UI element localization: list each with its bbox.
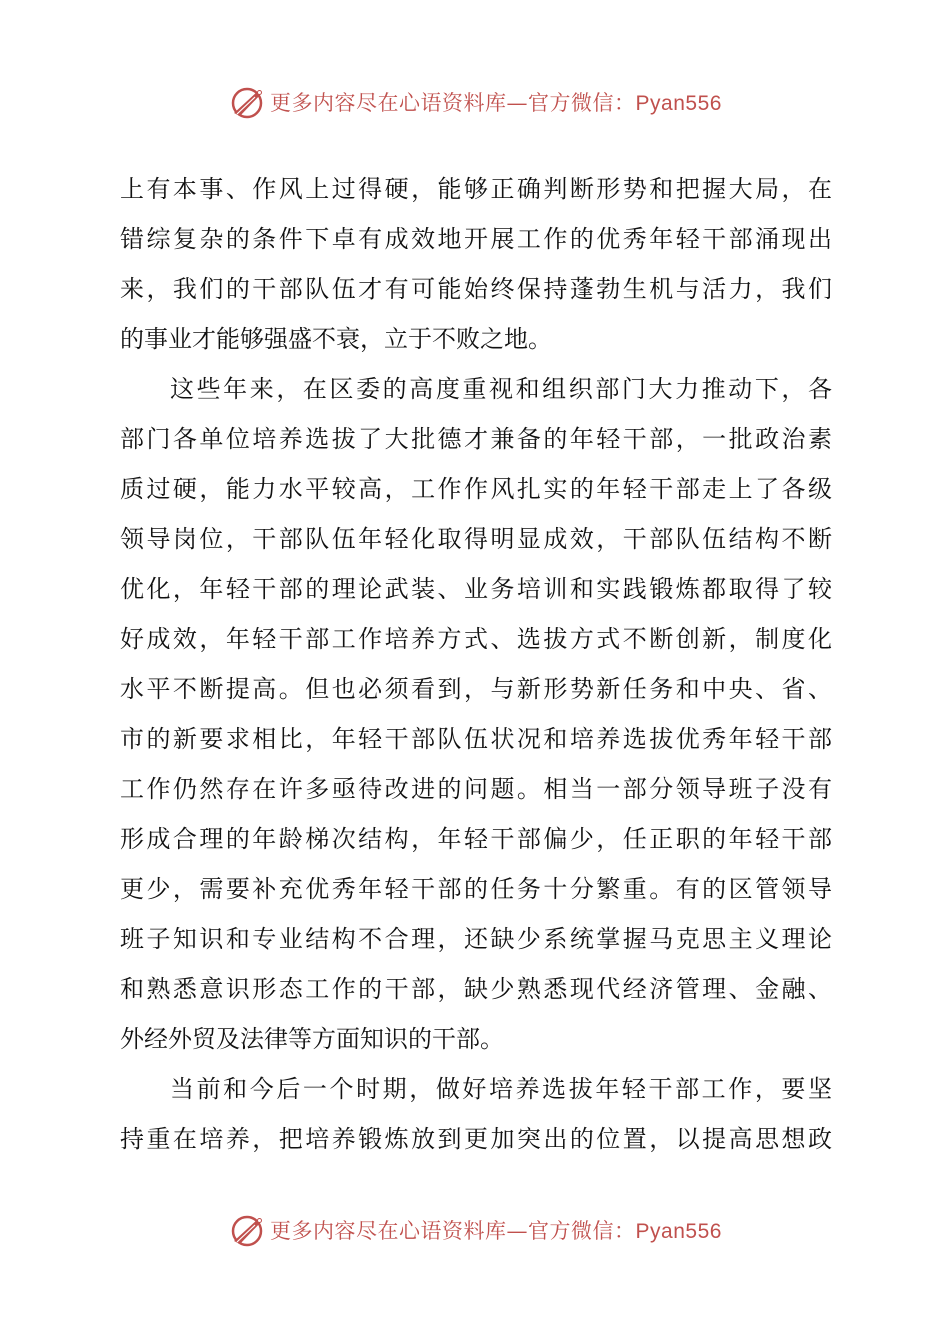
- text-line: 质过硬，能力水平较高，工作作风扎实的年轻干部走上了各级: [120, 475, 832, 503]
- text-line: 当前和今后一个时期，做好培养选拔年轻干部工作，要坚: [170, 1075, 832, 1103]
- footer-banner: [0, 1208, 950, 1252]
- text-line: 来，我们的干部队伍才有可能始终保持蓬勃生机与活力，我们: [120, 275, 832, 303]
- banner-label: [270, 1215, 722, 1245]
- paragraph-1: [120, 164, 832, 364]
- text-line: 持重在培养，把培养锻炼放到更加突出的位置，以提高思想政: [120, 1125, 832, 1153]
- paragraph-2: [120, 364, 832, 1064]
- text-line: 和熟悉意识形态工作的干部，缺少熟悉现代经济管理、金融、: [120, 975, 832, 1003]
- pen-nib-logo-icon: [228, 1211, 266, 1249]
- text-line: 部门各单位培养选拔了大批德才兼备的年轻干部，一批政治素: [120, 425, 832, 453]
- banner-text: 更多内容尽在心语资料库—官方微信：: [270, 91, 636, 115]
- text-line: 上有本事、作风上过得硬，能够正确判断形势和把握大局，在: [120, 175, 832, 203]
- paragraph-3: [120, 1064, 832, 1164]
- banner-label: [270, 87, 722, 117]
- wechat-handle: Pyan556: [635, 1220, 722, 1243]
- header-banner: [0, 80, 950, 124]
- text-line: 的事业才能够强盛不衰，立于不败之地。: [120, 325, 552, 353]
- text-line: 外经外贸及法律等方面知识的干部。: [120, 1025, 504, 1053]
- text-line: 形成合理的年龄梯次结构，年轻干部偏少，任正职的年轻干部: [120, 825, 832, 853]
- text-line: 更少，需要补充优秀年轻干部的任务十分繁重。有的区管领导: [120, 875, 832, 903]
- document-body: [120, 164, 832, 1164]
- text-line: 领导岗位，干部队伍年轻化取得明显成效，干部队伍结构不断: [120, 525, 832, 553]
- banner-text: 更多内容尽在心语资料库—官方微信：: [270, 1219, 636, 1243]
- wechat-handle: Pyan556: [635, 92, 722, 115]
- text-line: 班子知识和专业结构不合理，还缺少系统掌握马克思主义理论: [120, 925, 832, 953]
- text-line: 错综复杂的条件下卓有成效地开展工作的优秀年轻干部涌现出: [120, 225, 832, 253]
- text-line: 好成效，年轻干部工作培养方式、选拔方式不断创新，制度化: [120, 625, 832, 653]
- text-line: 水平不断提高。但也必须看到，与新形势新任务和中央、省、: [120, 675, 832, 703]
- text-line: 优化，年轻干部的理论武装、业务培训和实践锻炼都取得了较: [120, 575, 832, 603]
- pen-nib-logo-icon: [228, 83, 266, 121]
- text-line: 这些年来，在区委的高度重视和组织部门大力推动下，各: [170, 375, 832, 403]
- text-line: 工作仍然存在许多亟待改进的问题。相当一部分领导班子没有: [120, 775, 832, 803]
- text-line: 市的新要求相比，年轻干部队伍状况和培养选拔优秀年轻干部: [120, 725, 832, 753]
